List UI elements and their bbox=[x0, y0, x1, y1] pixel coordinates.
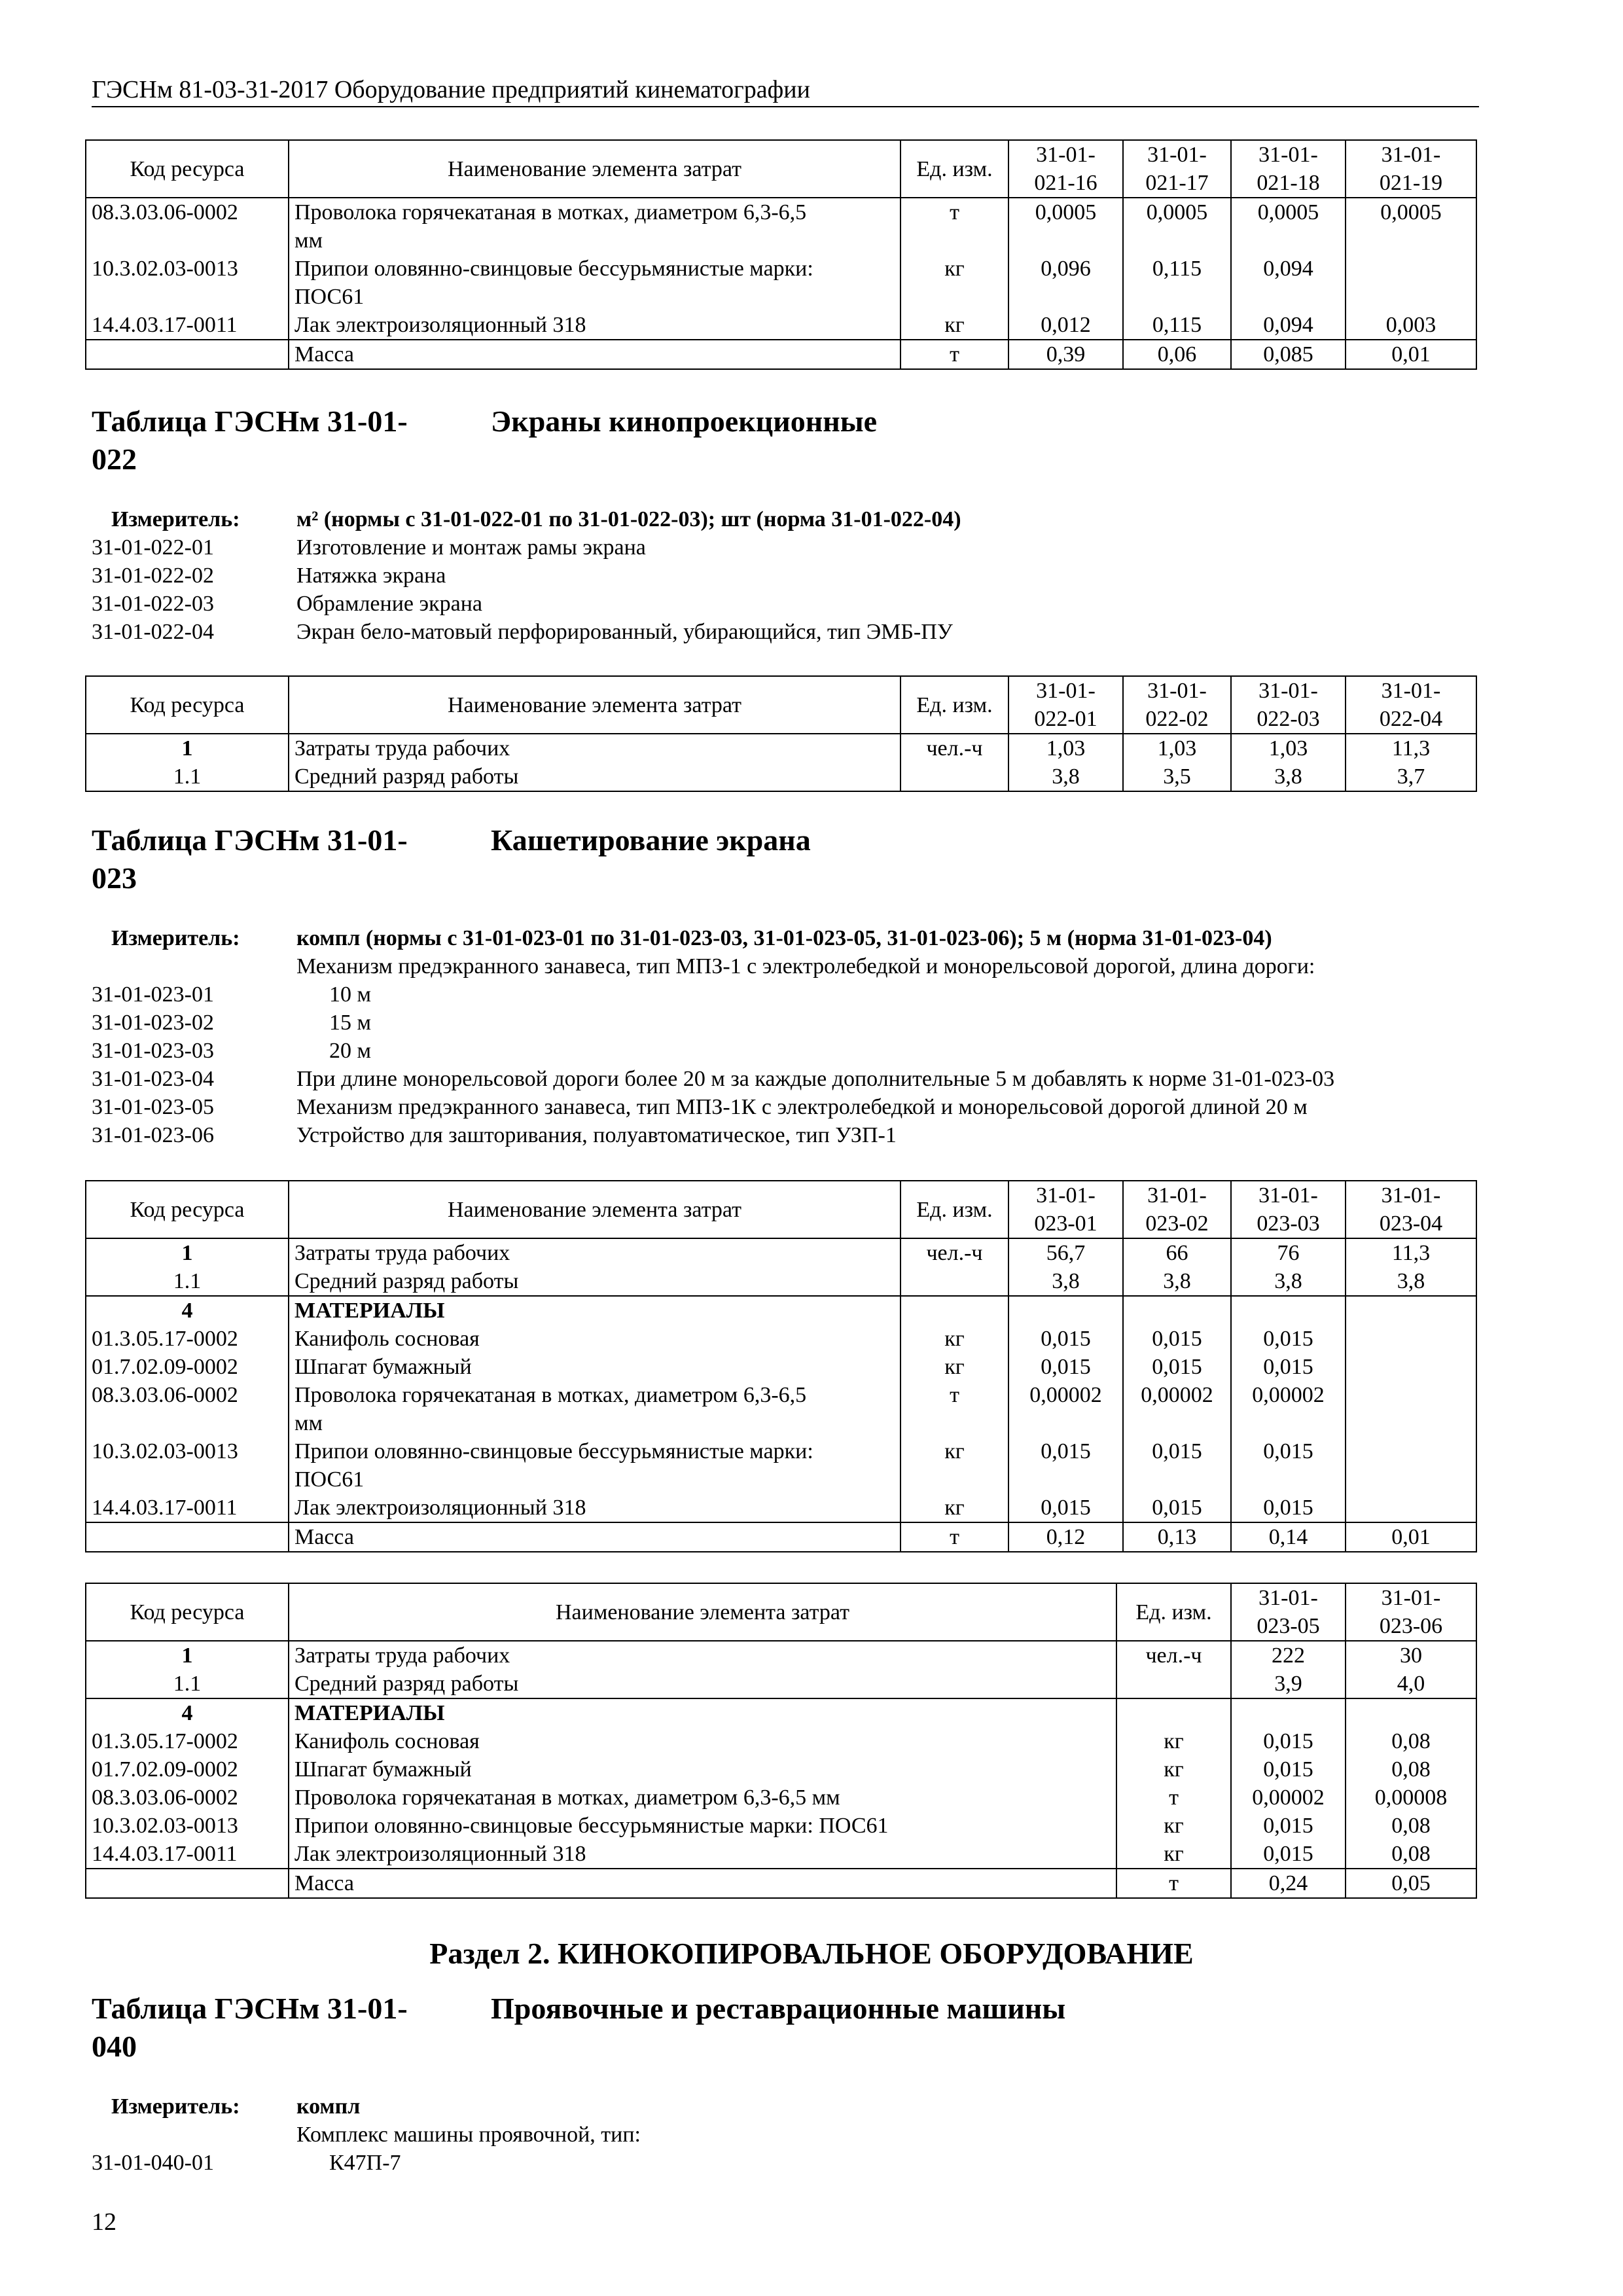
value: 66 bbox=[1123, 1238, 1231, 1267]
col-header-name: Наименование элемента затрат bbox=[289, 140, 901, 198]
value: 0,015 bbox=[1231, 1755, 1346, 1784]
value: 0,094 bbox=[1231, 255, 1346, 311]
resource-name: Лак электроизоляционный 318 bbox=[289, 1494, 901, 1522]
col-header-norm: 31-01- 023-01 bbox=[1008, 1181, 1123, 1238]
value: 0,012 bbox=[1008, 311, 1123, 340]
unit: кг bbox=[1116, 1840, 1231, 1869]
resource-name: Средний разряд работы bbox=[289, 762, 901, 791]
col-header-unit: Ед. изм. bbox=[901, 676, 1008, 734]
table-023-part2 bbox=[85, 1583, 1477, 1899]
table-021-continuation bbox=[85, 139, 1477, 370]
value: 0,08 bbox=[1346, 1727, 1476, 1755]
resource-code: 01.3.05.17-0002 bbox=[86, 1727, 289, 1755]
resource-code: 4 bbox=[86, 1698, 289, 1727]
resource-name: Масса bbox=[289, 340, 901, 369]
norm-code: 31-01-022-04 bbox=[92, 620, 214, 644]
value: 1,03 bbox=[1008, 734, 1123, 762]
value: 0,0005 bbox=[1008, 198, 1123, 255]
col-header-code: Код ресурса bbox=[86, 1181, 289, 1238]
unit: кг bbox=[1116, 1727, 1231, 1755]
value: 222 bbox=[1231, 1641, 1346, 1670]
value: 0,015 bbox=[1231, 1494, 1346, 1522]
value bbox=[1346, 1353, 1476, 1381]
col-header-name: Наименование элемента затрат bbox=[289, 676, 901, 734]
value: 0,24 bbox=[1231, 1869, 1346, 1898]
meter-value: компл bbox=[296, 2094, 361, 2119]
value: 11,3 bbox=[1346, 734, 1476, 762]
table-023 bbox=[85, 1180, 1477, 1552]
resource-code: 01.3.05.17-0002 bbox=[86, 1325, 289, 1353]
table-row bbox=[86, 1784, 1476, 1812]
resource-code bbox=[86, 340, 289, 369]
table-row bbox=[86, 1840, 1476, 1869]
value: 1,03 bbox=[1123, 734, 1231, 762]
unit: т bbox=[901, 1381, 1008, 1437]
value: 0,003 bbox=[1346, 311, 1476, 340]
value: 0,08 bbox=[1346, 1755, 1476, 1784]
norm-text: 20 м bbox=[329, 1039, 372, 1063]
norm-code: 31-01-040-01 bbox=[92, 2151, 214, 2175]
value: 0,085 bbox=[1231, 340, 1346, 369]
norm-text: 15 м bbox=[329, 1011, 372, 1035]
resource-name: Затраты труда рабочих bbox=[289, 1641, 1116, 1670]
value: 0,06 bbox=[1123, 340, 1231, 369]
norm-code: 31-01-023-04 bbox=[92, 1067, 214, 1091]
resource-name: Затраты труда рабочих bbox=[289, 1238, 901, 1267]
col-header-unit: Ед. изм. bbox=[1116, 1583, 1231, 1641]
value: 0,0005 bbox=[1231, 198, 1346, 255]
table-row bbox=[86, 1522, 1476, 1552]
col-header-norm: 31-01- 022-01 bbox=[1008, 676, 1123, 734]
col-header-unit: Ед. изм. bbox=[901, 140, 1008, 198]
table-row bbox=[86, 1755, 1476, 1784]
value: 3,8 bbox=[1008, 1267, 1123, 1296]
resource-name: Канифоль сосновая bbox=[289, 1325, 901, 1353]
norm-code: 31-01-023-03 bbox=[92, 1039, 214, 1063]
unit: т bbox=[1116, 1784, 1231, 1812]
resource-name: Канифоль сосновая bbox=[289, 1727, 1116, 1755]
resource-code: 4 bbox=[86, 1296, 289, 1325]
table-row bbox=[86, 340, 1476, 369]
norm-code: 31-01-022-02 bbox=[92, 564, 214, 588]
value: 3,8 bbox=[1346, 1267, 1476, 1296]
value: 0,115 bbox=[1123, 255, 1231, 311]
col-header-norm: 31-01- 023-05 bbox=[1231, 1583, 1346, 1641]
unit: кг bbox=[1116, 1812, 1231, 1840]
norm-text: Натяжка экрана bbox=[296, 564, 446, 588]
resource-name: Средний разряд работы bbox=[289, 1267, 901, 1296]
col-header-norm: 31-01- 023-03 bbox=[1231, 1181, 1346, 1238]
value: 0,115 bbox=[1123, 311, 1231, 340]
value: 30 bbox=[1346, 1641, 1476, 1670]
value bbox=[1008, 1296, 1123, 1325]
table-title-023 bbox=[92, 821, 1499, 900]
table-row bbox=[86, 1325, 1476, 1353]
unit: т bbox=[901, 1522, 1008, 1552]
value: 0,00002 bbox=[1123, 1381, 1231, 1437]
resource-name: Припои оловянно-свинцовые бессурьмянистые марки: ПОС61 bbox=[289, 1812, 1116, 1840]
col-header-norm: 31-01- 022-04 bbox=[1346, 676, 1476, 734]
value: 76 bbox=[1231, 1238, 1346, 1267]
norm-code: 31-01-023-06 bbox=[92, 1123, 214, 1147]
unit: кг bbox=[901, 255, 1008, 311]
col-header-norm: 31-01- 021-18 bbox=[1231, 140, 1346, 198]
resource-name: Масса bbox=[289, 1522, 901, 1552]
value: 0,015 bbox=[1231, 1840, 1346, 1869]
value: 3,8 bbox=[1231, 762, 1346, 791]
resource-code: 08.3.03.06-0002 bbox=[86, 1381, 289, 1437]
table-name: Кашетирование экрана bbox=[491, 823, 811, 857]
meter-block-022 bbox=[92, 505, 1531, 646]
col-header-name: Наименование элемента затрат bbox=[289, 1583, 1116, 1641]
resource-code: 1.1 bbox=[86, 762, 289, 791]
value: 0,01 bbox=[1346, 340, 1476, 369]
col-header-norm: 31-01- 022-03 bbox=[1231, 676, 1346, 734]
norm-text: 10 м bbox=[329, 982, 372, 1007]
value: 3,7 bbox=[1346, 762, 1476, 791]
col-header-code: Код ресурса bbox=[86, 1583, 289, 1641]
value: 0,096 bbox=[1008, 255, 1123, 311]
norm-text: Механизм предэкранного занавеса, тип МПЗ-1К с электролебедкой и монорельсовой дорогой длиной 20 м bbox=[296, 1095, 1308, 1119]
value: 56,7 bbox=[1008, 1238, 1123, 1267]
value: 0,015 bbox=[1123, 1325, 1231, 1353]
unit bbox=[901, 1267, 1008, 1296]
table-row bbox=[86, 1437, 1476, 1494]
norm-text: Изготовление и монтаж рамы экрана bbox=[296, 535, 646, 560]
unit: кг bbox=[901, 311, 1008, 340]
value bbox=[1346, 1437, 1476, 1494]
value: 0,015 bbox=[1231, 1437, 1346, 1494]
resource-code: 14.4.03.17-0011 bbox=[86, 311, 289, 340]
value bbox=[1123, 1296, 1231, 1325]
resource-name: Затраты труда рабочих bbox=[289, 734, 901, 762]
value: 0,08 bbox=[1346, 1812, 1476, 1840]
resource-name: Лак электроизоляционный 318 bbox=[289, 1840, 1116, 1869]
table-row bbox=[86, 1727, 1476, 1755]
table-title-040 bbox=[92, 1990, 1499, 2068]
value: 0,015 bbox=[1123, 1437, 1231, 1494]
resource-name: Средний разряд работы bbox=[289, 1670, 1116, 1698]
value: 0,01 bbox=[1346, 1522, 1476, 1552]
value: 3,9 bbox=[1231, 1670, 1346, 1698]
norm-code: 31-01-023-01 bbox=[92, 982, 214, 1007]
value: 3,5 bbox=[1123, 762, 1231, 791]
col-header-code: Код ресурса bbox=[86, 676, 289, 734]
table-row bbox=[86, 1267, 1476, 1296]
value: 0,00002 bbox=[1231, 1381, 1346, 1437]
value: 0,05 bbox=[1346, 1869, 1476, 1898]
col-header-norm: 31-01- 021-16 bbox=[1008, 140, 1123, 198]
table-number: Таблица ГЭСНм 31-01- 023 bbox=[92, 823, 408, 895]
value: 0,00002 bbox=[1231, 1784, 1346, 1812]
unit: кг bbox=[901, 1494, 1008, 1522]
col-header-code: Код ресурса bbox=[86, 140, 289, 198]
table-row bbox=[86, 1869, 1476, 1898]
resource-name: Шпагат бумажный bbox=[289, 1755, 1116, 1784]
resource-code: 10.3.02.03-0013 bbox=[86, 1437, 289, 1494]
group-text: Механизм предэкранного занавеса, тип МПЗ-1 с электролебедкой и монорельсовой дорогой, длина дороги: bbox=[296, 954, 1315, 978]
unit: чел.-ч bbox=[1116, 1641, 1231, 1670]
value bbox=[1346, 1494, 1476, 1522]
unit bbox=[901, 1296, 1008, 1325]
table-row bbox=[86, 1381, 1476, 1437]
col-header-unit: Ед. изм. bbox=[901, 1181, 1008, 1238]
resource-name: Шпагат бумажный bbox=[289, 1353, 901, 1381]
resource-name: Припои оловянно-свинцовые бессурьмянистые марки: ПОС61 bbox=[289, 1437, 901, 1494]
unit: чел.-ч bbox=[901, 1238, 1008, 1267]
value: 0,13 bbox=[1123, 1522, 1231, 1552]
col-header-norm: 31-01- 021-19 bbox=[1346, 140, 1476, 198]
table-name: Экраны кинопроекционные bbox=[491, 404, 878, 438]
unit: т bbox=[901, 198, 1008, 255]
resource-code: 10.3.02.03-0013 bbox=[86, 255, 289, 311]
value: 0,0005 bbox=[1123, 198, 1231, 255]
resource-code: 1 bbox=[86, 1641, 289, 1670]
table-022 bbox=[85, 675, 1477, 792]
resource-code: 08.3.03.06-0002 bbox=[86, 198, 289, 255]
unit bbox=[1116, 1670, 1231, 1698]
resource-code: 14.4.03.17-0011 bbox=[86, 1840, 289, 1869]
resource-code bbox=[86, 1869, 289, 1898]
page-number: 12 bbox=[92, 2208, 116, 2236]
col-header-norm: 31-01- 023-06 bbox=[1346, 1583, 1476, 1641]
table-row bbox=[86, 734, 1476, 762]
table-row bbox=[86, 1698, 1476, 1727]
table-name: Проявочные и реставрационные машины bbox=[491, 1992, 1066, 2025]
value bbox=[1346, 255, 1476, 311]
running-header: ГЭСНм 81-03-31-2017 Оборудование предприятий кинематографии bbox=[92, 73, 1479, 107]
resource-code: 1.1 bbox=[86, 1670, 289, 1698]
value: 0,14 bbox=[1231, 1522, 1346, 1552]
resource-name: Масса bbox=[289, 1869, 1116, 1898]
resource-name: Лак электроизоляционный 318 bbox=[289, 311, 901, 340]
value: 0,015 bbox=[1123, 1353, 1231, 1381]
value: 3,8 bbox=[1123, 1267, 1231, 1296]
resource-name: Проволока горячекатаная в мотках, диаметром 6,3-6,5 мм bbox=[289, 198, 901, 255]
resource-name: Проволока горячекатаная в мотках, диаметром 6,3-6,5 мм bbox=[289, 1784, 1116, 1812]
value: 0,39 bbox=[1008, 340, 1123, 369]
norm-text: К47П-7 bbox=[329, 2151, 401, 2175]
unit: кг bbox=[901, 1325, 1008, 1353]
meter-value: м² (нормы с 31-01-022-01 по 31-01-022-03); шт (норма 31-01-022-04) bbox=[296, 507, 961, 531]
value: 4,0 bbox=[1346, 1670, 1476, 1698]
table-number: Таблица ГЭСНм 31-01- 040 bbox=[92, 1992, 408, 2063]
norm-text: При длине монорельсовой дороги более 20 м за каждые дополнительные 5 м добавлять к норме 31-01-023-03 bbox=[296, 1067, 1335, 1091]
meter-value: компл (нормы с 31-01-023-01 по 31-01-023-03, 31-01-023-05, 31-01-023-06); 5 м (норма 31-01-023-04) bbox=[296, 926, 1272, 950]
unit bbox=[901, 762, 1008, 791]
norm-code: 31-01-022-01 bbox=[92, 535, 214, 560]
value bbox=[1346, 1381, 1476, 1437]
value: 0,12 bbox=[1008, 1522, 1123, 1552]
resource-name: Припои оловянно-свинцовые бессурьмянистые марки: ПОС61 bbox=[289, 255, 901, 311]
value: 11,3 bbox=[1346, 1238, 1476, 1267]
value: 0,094 bbox=[1231, 311, 1346, 340]
resource-code: 10.3.02.03-0013 bbox=[86, 1812, 289, 1840]
value bbox=[1231, 1698, 1346, 1727]
unit: т bbox=[901, 340, 1008, 369]
col-header-norm: 31-01- 022-02 bbox=[1123, 676, 1231, 734]
value: 0,08 bbox=[1346, 1840, 1476, 1869]
unit: т bbox=[1116, 1869, 1231, 1898]
unit: кг bbox=[901, 1437, 1008, 1494]
resource-code: 01.7.02.09-0002 bbox=[86, 1755, 289, 1784]
norm-text: Экран бело-матовый перфорированный, убирающийся, тип ЭМБ-ПУ bbox=[296, 620, 953, 644]
resource-code: 08.3.03.06-0002 bbox=[86, 1784, 289, 1812]
resource-code: 1 bbox=[86, 1238, 289, 1267]
meter-label: Измеритель: bbox=[111, 507, 240, 531]
value bbox=[1346, 1698, 1476, 1727]
value: 1,03 bbox=[1231, 734, 1346, 762]
value: 0,015 bbox=[1123, 1494, 1231, 1522]
section-title: Раздел 2. КИНОКОПИРОВАЛЬНОЕ ОБОРУДОВАНИЕ bbox=[429, 1937, 1194, 1970]
meter-label: Измеритель: bbox=[111, 926, 240, 950]
norm-text: Обрамление экрана bbox=[296, 592, 482, 616]
value: 0,015 bbox=[1008, 1353, 1123, 1381]
resource-code: 1 bbox=[86, 734, 289, 762]
table-row bbox=[86, 1353, 1476, 1381]
col-header-norm: 31-01- 021-17 bbox=[1123, 140, 1231, 198]
norm-code: 31-01-022-03 bbox=[92, 592, 214, 616]
col-header-norm: 31-01- 023-04 bbox=[1346, 1181, 1476, 1238]
value: 3,8 bbox=[1008, 762, 1123, 791]
value: 0,015 bbox=[1008, 1325, 1123, 1353]
resource-name: Проволока горячекатаная в мотках, диаметром 6,3-6,5 мм bbox=[289, 1381, 901, 1437]
table-row bbox=[86, 311, 1476, 340]
group-text: Комплекс машины проявочной, тип: bbox=[296, 2123, 641, 2147]
table-number: Таблица ГЭСНм 31-01- 022 bbox=[92, 404, 408, 476]
resource-code: 01.7.02.09-0002 bbox=[86, 1353, 289, 1381]
table-row bbox=[86, 1296, 1476, 1325]
table-row bbox=[86, 1670, 1476, 1698]
col-header-name: Наименование элемента затрат bbox=[289, 1181, 901, 1238]
unit bbox=[1116, 1698, 1231, 1727]
table-row bbox=[86, 1238, 1476, 1267]
table-row bbox=[86, 762, 1476, 791]
meter-block-040 bbox=[92, 2092, 1531, 2177]
value: 0,015 bbox=[1231, 1325, 1346, 1353]
unit: кг bbox=[1116, 1755, 1231, 1784]
table-row bbox=[86, 255, 1476, 311]
value: 0,015 bbox=[1231, 1812, 1346, 1840]
resource-code: 1.1 bbox=[86, 1267, 289, 1296]
meter-label: Измеритель: bbox=[111, 2094, 240, 2119]
value bbox=[1346, 1296, 1476, 1325]
table-row bbox=[86, 1812, 1476, 1840]
resource-name: МАТЕРИАЛЫ bbox=[289, 1698, 1116, 1727]
value: 0,015 bbox=[1231, 1353, 1346, 1381]
unit: кг bbox=[901, 1353, 1008, 1381]
table-row bbox=[86, 198, 1476, 255]
meter-block-023 bbox=[92, 924, 1531, 1149]
value: 0,00008 bbox=[1346, 1784, 1476, 1812]
value: 0,0005 bbox=[1346, 198, 1476, 255]
norm-text: Устройство для зашторивания, полуавтоматическое, тип УЗП-1 bbox=[296, 1123, 897, 1147]
value bbox=[1231, 1296, 1346, 1325]
table-title-022 bbox=[92, 403, 1499, 481]
table-row bbox=[86, 1641, 1476, 1670]
resource-code: 14.4.03.17-0011 bbox=[86, 1494, 289, 1522]
resource-code bbox=[86, 1522, 289, 1552]
norm-code: 31-01-023-02 bbox=[92, 1011, 214, 1035]
value: 0,015 bbox=[1008, 1437, 1123, 1494]
norm-code: 31-01-023-05 bbox=[92, 1095, 214, 1119]
value: 0,00002 bbox=[1008, 1381, 1123, 1437]
value bbox=[1346, 1325, 1476, 1353]
value: 0,015 bbox=[1008, 1494, 1123, 1522]
unit: чел.-ч bbox=[901, 734, 1008, 762]
resource-name: МАТЕРИАЛЫ bbox=[289, 1296, 901, 1325]
value: 3,8 bbox=[1231, 1267, 1346, 1296]
table-row bbox=[86, 1494, 1476, 1522]
col-header-norm: 31-01- 023-02 bbox=[1123, 1181, 1231, 1238]
value: 0,015 bbox=[1231, 1727, 1346, 1755]
